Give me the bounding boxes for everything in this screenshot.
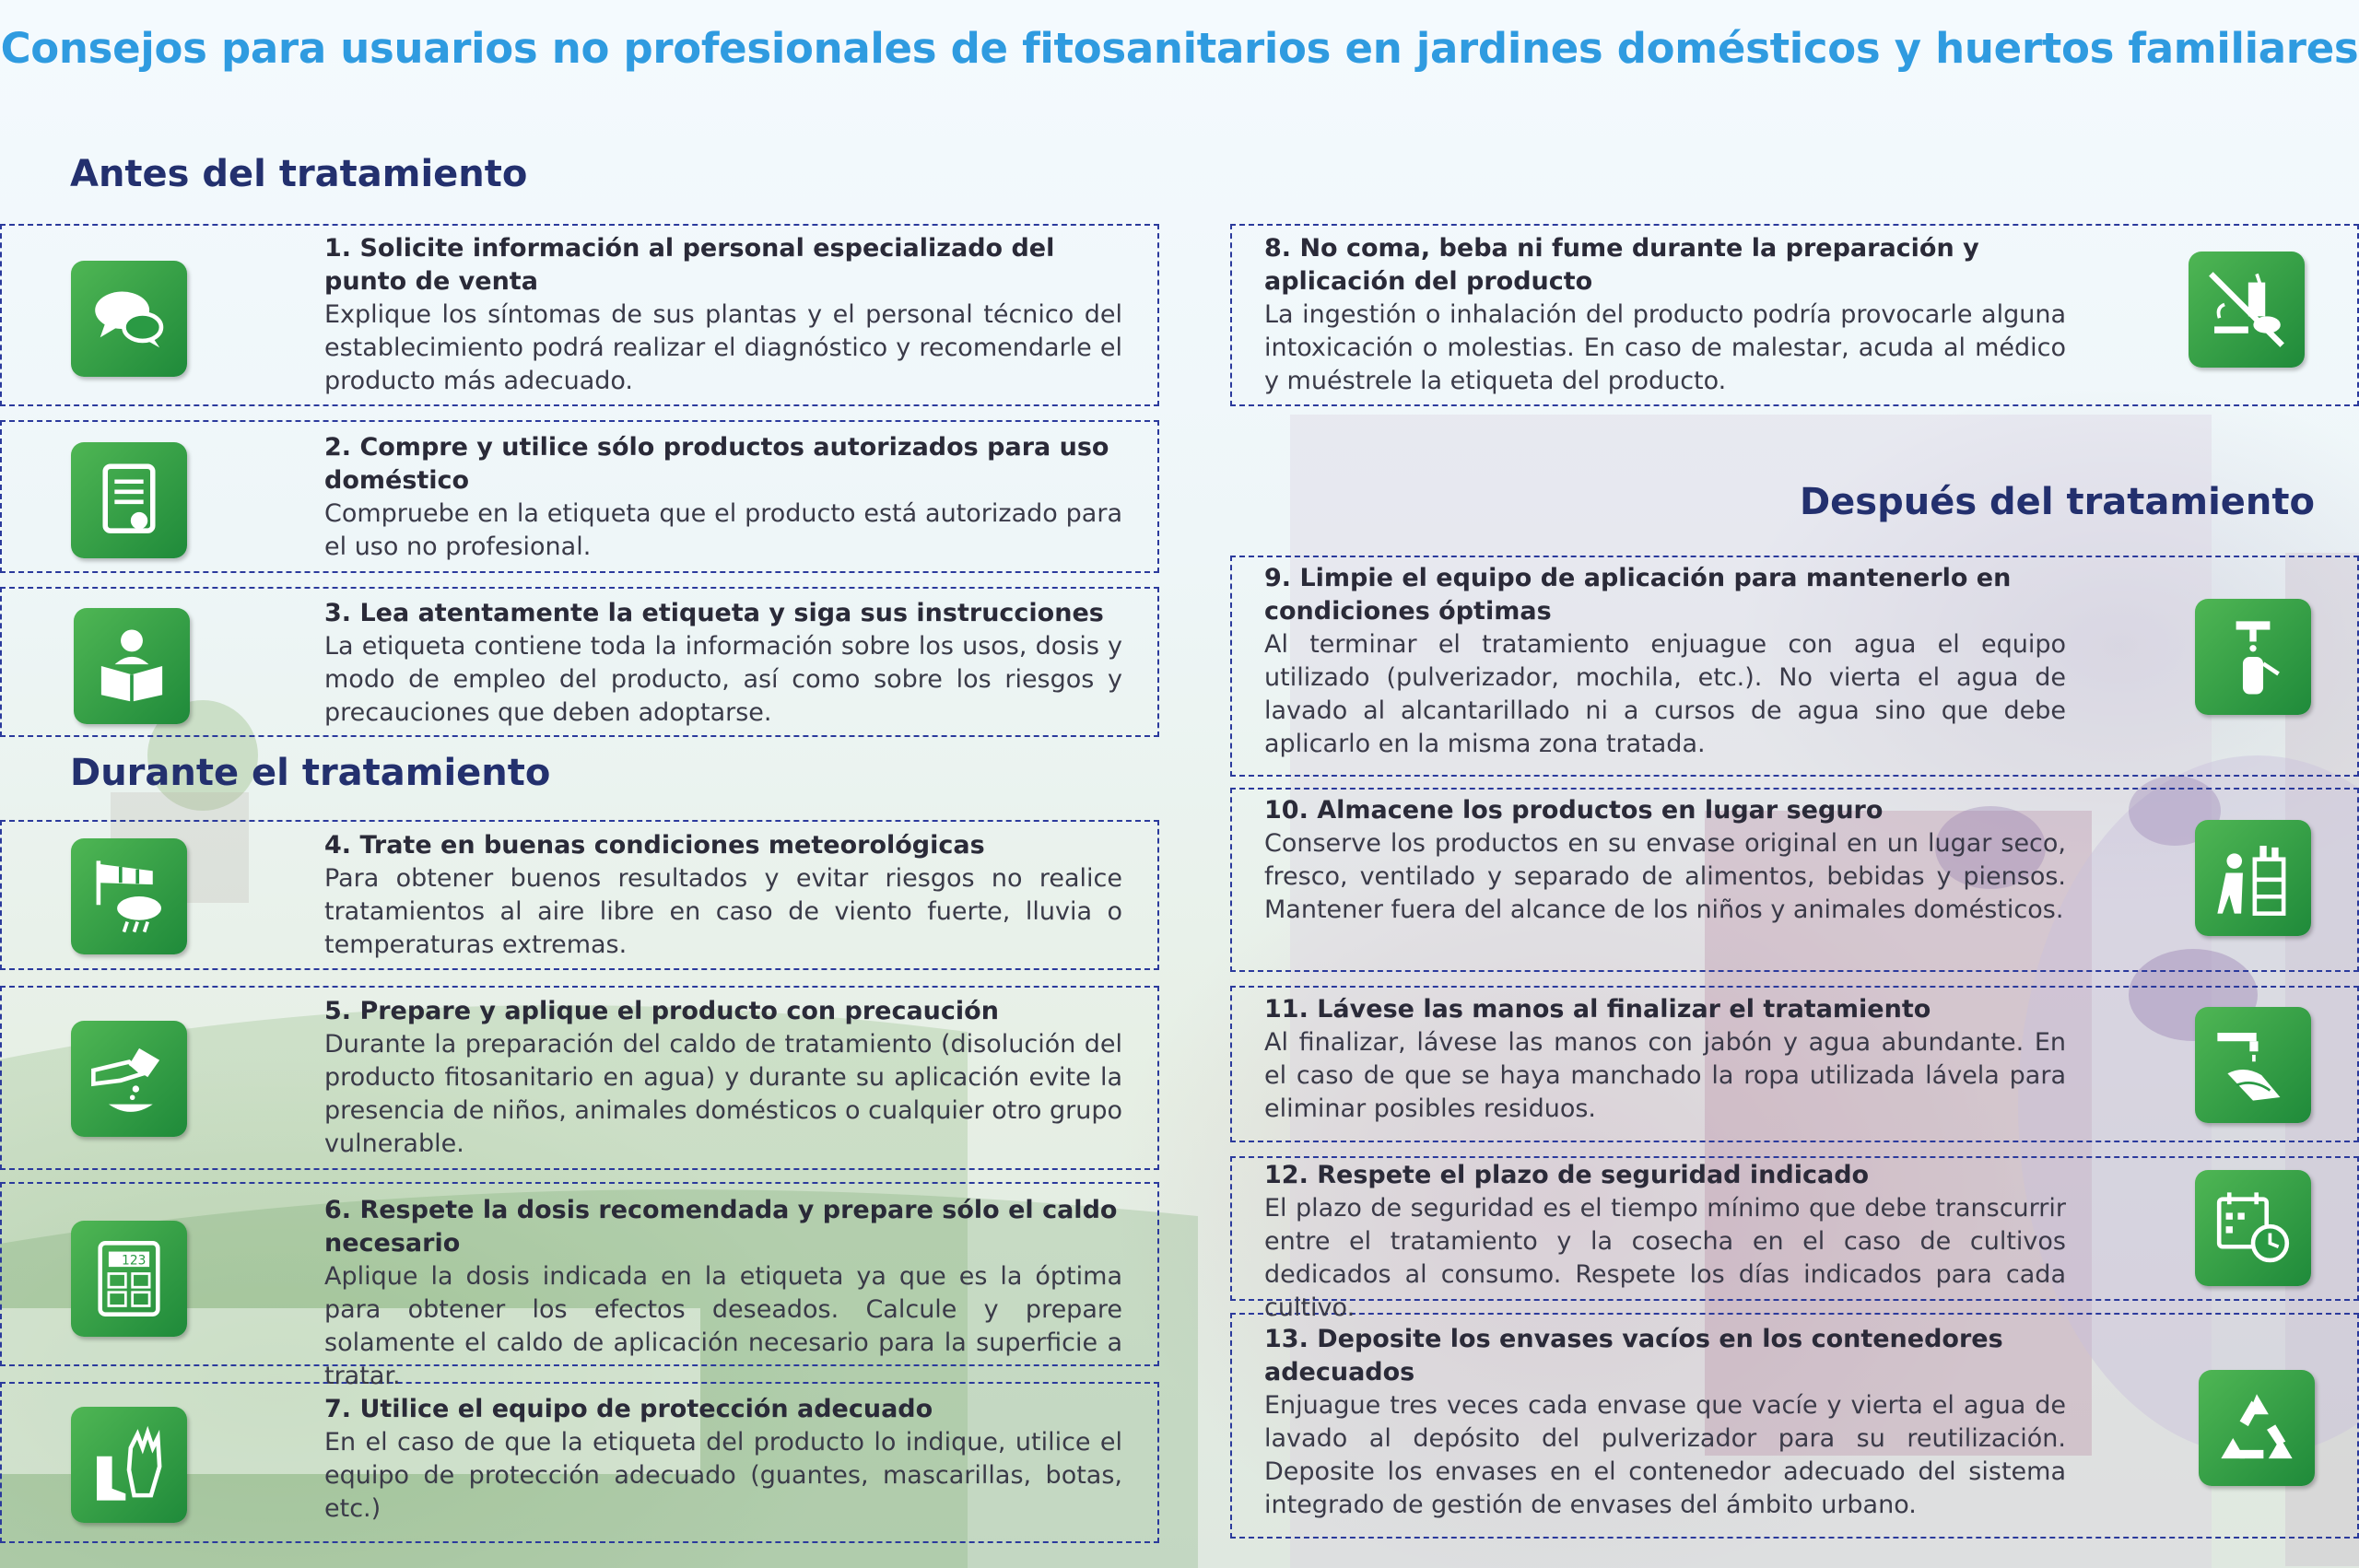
tip-text-12 [1264,1159,2066,1325]
tip-title: 4. Trate en buenas condiciones meteorológicas [324,831,985,860]
tip-description: La ingestión o inhalación del producto podría provocarle alguna intoxicación o molestias. En caso de malestar, acuda al médico y muéstrele la etiqueta del producto. [1264,300,2066,395]
no-eat-drink-smoke-icon [2189,252,2305,368]
tip-text-9 [1264,562,2066,761]
tip-title: 10. Almacene los productos en lugar seguro [1264,796,1884,825]
calculator-display: 123 [122,1253,147,1269]
tip-description: El plazo de seguridad es el tiempo mínimo que debe transcurrir entre el tratamiento y la cosecha en el caso de cultivos dedicados al consumo. Respete los días indicados para cada cultivo. [1264,1194,2066,1322]
tip-description: Al finalizar, lávese las manos con jabón y agua abundante. En el caso de que se haya manchado la ropa utilizada lávela para eliminar posibles residuos. [1264,1028,2066,1123]
tip-title: 3. Lea atentamente la etiqueta y siga sus instrucciones [324,599,1104,627]
reading-person-icon [74,608,190,724]
tip-title: 13. Deposite los envases vacíos en los contenedores adecuados [1264,1325,2003,1387]
tip-description: Enjuague tres veces cada envase que vacíe y vierta el agua de lavado al depósito del pulverizador para su reutilización. Deposite los envases en el contenedor adecuado del sistema integrado de gestión de envases del ámbito urbano. [1264,1391,2066,1519]
tip-description: En el caso de que la etiqueta del producto lo indique, utilice el equipo de protección adecuado (guantes, mascarillas, botas, etc.) [324,1428,1122,1523]
tip-description: Explique los síntomas de sus plantas y el personal técnico del establecimiento podrá realizar el diagnóstico y recomendarle el producto más adecuado. [324,300,1122,395]
section-heading-despues: Después del tratamiento [1799,481,2315,523]
gloves-boots-icon [71,1407,187,1523]
tip-title: 7. Utilice el equipo de protección adecuado [324,1395,933,1423]
page-title: Consejos para usuarios no profesionales de fitosanitarios en jardines domésticos y huertos familiares [0,24,2359,73]
sprayer-tap-icon [2195,599,2311,715]
tip-title: 9. Limpie el equipo de aplicación para mantenerlo en condiciones óptimas [1264,564,2012,626]
tip-title: 12. Respete el plazo de seguridad indicado [1264,1161,1870,1189]
certificate-icon [71,442,187,558]
tip-title: 8. No coma, beba ni fume durante la preparación y aplicación del producto [1264,234,1979,296]
tip-description: Compruebe en la etiqueta que el producto está autorizado para el uso no profesional. [324,499,1122,561]
calculator-icon [71,1221,187,1337]
tip-text-13 [1264,1323,2066,1522]
weather-windsock-icon [71,838,187,954]
tip-text-10 [1264,794,2066,927]
tip-text-4 [324,829,1122,962]
pouring-hand-icon [71,1021,187,1137]
recycle-icon [2199,1370,2315,1486]
tip-description: Conserve los productos en su envase original en un lugar seco, fresco, ventilado y separado de alimentos, bebidas y piensos. Mantener fuera del alcance de los niños y animales domésticos. [1264,829,2066,924]
tip-description: Para obtener buenos resultados y evitar riesgos no realice tratamientos al aire libre en caso de viento fuerte, lluvia o temperaturas extremas. [324,864,1122,959]
storage-shelf-icon [2195,820,2311,936]
tip-text-6 [324,1194,1122,1393]
tip-description: La etiqueta contiene toda la información sobre los usos, dosis y modo de empleo del producto, así como sobre los riesgos y precauciones que deben adoptarse. [324,632,1122,727]
calendar-clock-icon [2195,1170,2311,1286]
tip-text-11 [1264,993,2066,1126]
tip-text-2 [324,431,1122,564]
tip-title: 6. Respete la dosis recomendada y prepare sólo el caldo necesario [324,1196,1118,1258]
tip-description: Durante la preparación del caldo de tratamiento (disolución del producto fitosanitario en agua) y durante su aplicación evite la presencia de niños, animales domésticos o cualquier otro grupo vulnerable. [324,1030,1122,1158]
tip-description: Al terminar el tratamiento enjuague con agua el equipo utilizado (pulverizador, mochila, etc.). No vierta el agua de lavado al alcantarillado ni a cursos de agua sino que debe aplicarlo en la misma zona tratada. [1264,630,2066,758]
tip-title: 11. Lávese las manos al finalizar el tratamiento [1264,995,1931,1024]
tip-text-8 [1264,232,2066,398]
tip-title: 2. Compre y utilice sólo productos autorizados para uso doméstico [324,433,1109,495]
tip-text-7 [324,1393,1122,1526]
tip-text-5 [324,995,1122,1161]
tip-title: 1. Solicite información al personal especializado del punto de venta [324,234,1055,296]
tip-description: Aplique la dosis indicada en la etiqueta ya que es la óptima para obtener los efectos deseados. Calcule y prepare solamente el caldo de aplicación necesario para la superficie a tratar. [324,1262,1122,1390]
tip-text-3 [324,597,1122,730]
hand-washing-icon [2195,1007,2311,1123]
section-heading-durante: Durante el tratamiento [70,752,551,794]
tip-title: 5. Prepare y aplique el producto con precaución [324,997,999,1025]
tip-text-1 [324,232,1122,398]
section-heading-antes: Antes del tratamiento [70,153,528,195]
chat-bubbles-icon [71,261,187,377]
